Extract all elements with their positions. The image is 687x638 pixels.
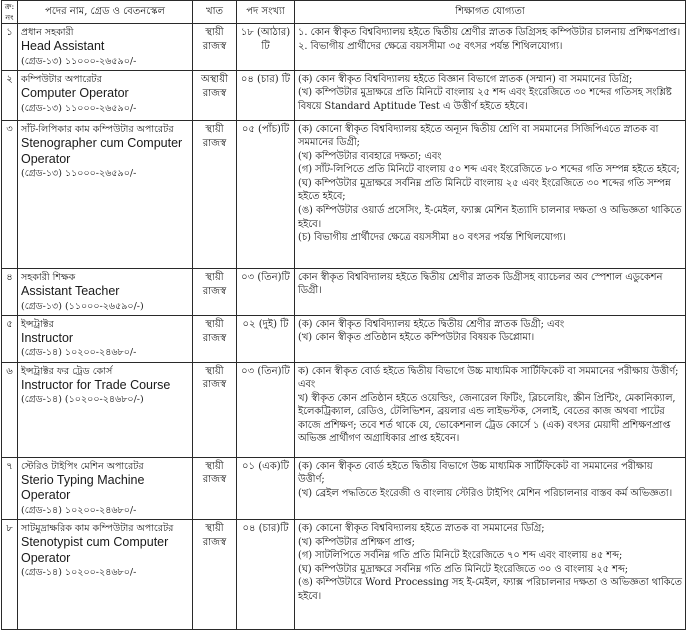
qualification-line: খ) স্বীকৃত কোন প্রতিষ্ঠান হইতে ওয়েল্ডিং, জেনারেল ফিটিং, ব্লিচলেয়িং, স্ক্রীন প্রিন্টিং, মেকানিক্যাল, ইলেকট্রিক্যাল, রেডিও, টেলিভিশন, ব্রয়লার এন্ড লাইভস্টক, সেলাই, বেতের কাজ অথবা পাটের কাজে প্রশিক্ষণ; তবে শর্ত থাকে যে, ভোকেশনাল ট্রেড কোর্সে ১ (এক) বৎসর মেয়াদী প্রশিক্ষণপ্রাপ্ত অভিজ্ঞ প্রার্থীগণ অগ্রাধিকার প্রাপ্ত হইবেন। — [298, 392, 676, 445]
table-row — [2, 315, 686, 362]
header-count: পদ সংখ্যা — [237, 1, 295, 24]
post-name-bangla: স্টেরিও টাইপিং মেশিন অপারেটর — [21, 460, 144, 472]
post-count-cell: ০৫ (পাঁচ)টি — [237, 120, 295, 268]
qualification-line: (খ) কম্পিউটার প্রশিক্ষণ প্রাপ্ত; — [298, 536, 415, 548]
qualification-line: কোন স্বীকৃত বিশ্ববিদ্যালয় হইতে দ্বিতীয় শ্রেণীর স্নাতক ডিগ্রীসহ ব্যাচেলর অব স্পেশাল এডুকেশন ডিগ্রী। — [298, 271, 663, 297]
table-row — [2, 24, 686, 71]
post-count-cell: ০৪ (চার)টি — [237, 520, 295, 630]
qualification-line: ১. কোন স্বীকৃত বিশ্ববিদ্যালয় হইতে দ্বিতীয় শ্রেণীর স্নাতক ডিগ্রিসহ কম্পিউটার চালনায় প্রশিক্ষণপ্রাপ্ত। — [298, 27, 681, 39]
row-serial: ৩ — [2, 120, 18, 268]
post-grade: (গ্রেড-১৩) ১১০০০-২৬৫৯০/- — [21, 168, 137, 180]
qualification-cell — [295, 268, 686, 315]
qualification-line: (ঘ) কম্পিউটার মুদ্রাক্ষরে সর্বনিম্ন গতি প্রতি মিনিটে ইংরেজিতে ৩০ ও বাংলায় ২৫ শব্দ; — [298, 563, 629, 575]
table-row — [2, 362, 686, 457]
qualification-line: (খ) কোন স্বীকৃত প্রতিষ্ঠান হইতে কম্পিউটার বিষয়ক ডিপ্লোমা। — [298, 332, 535, 344]
khat-cell: স্থায়ী রাজস্ব — [193, 362, 237, 457]
post-name-english: Instructor — [21, 330, 74, 345]
qualification-cell — [295, 520, 686, 630]
post-name-english: Head Assistant — [21, 39, 105, 54]
post-grade: (গ্রেড-১৪) (১০২০০-২৪৬৮০/-) — [21, 394, 144, 406]
qualification-cell — [295, 70, 686, 120]
qualification-line: (ক) কোনো স্বীকৃত বিশ্ববিদ্যালয় হইতে স্নাতক বা সমমানের ডিগ্রি; — [298, 523, 545, 535]
post-name-english: Stenographer cum Computer Operator — [21, 136, 183, 166]
table-row — [2, 457, 686, 519]
qualification-cell — [295, 315, 686, 362]
post-name-bangla: ইন্সট্রাক্টর — [21, 318, 54, 330]
qualification-cell — [295, 457, 686, 519]
row-serial: ২ — [2, 70, 18, 120]
post-grade: (গ্রেড-১৪) ১০২০০-২৪৬৮০/- — [21, 567, 137, 579]
post-name-bangla: ইন্সট্রাক্টর ফর ট্রেড কোর্স — [21, 365, 113, 377]
post-count-cell: ০২ (দুই) টি — [237, 315, 295, 362]
post-count-cell: ০৪ (চার) টি — [237, 70, 295, 120]
qualification-line: (ক) কোন স্বীকৃত বোর্ড হইতে দ্বিতীয় বিভাগে উচ্চ মাধ্যমিক সার্টিফিকেট বা সমমানের পরীক্ষায় উত্তীর্ণ; — [298, 460, 653, 486]
post-name-bangla: প্রধান সহকারী — [21, 27, 74, 39]
table-row — [2, 120, 686, 268]
post-name-bangla: সাটমুদ্রাক্ষরিক কাম কম্পিউটার অপারেটর — [21, 523, 174, 535]
qualification-line: (খ) কম্পিউটার ব্যবহারে দক্ষতা; এবং — [298, 150, 442, 162]
qualification-line: (ঘ) কম্পিউটার মুদ্রাক্ষরে সর্বনিম্ন প্রতি মিনিটে বাংলায় ২৫ এবং ইংরেজিতে ৩০ শব্দের গতি সম্পন্ন হইতে হইবে; — [298, 177, 671, 203]
khat-cell: স্থায়ী রাজস্ব — [193, 24, 237, 71]
post-grade: (গ্রেড-১৪) ১০২০০-২৪৬৮০/- — [21, 504, 137, 516]
post-name-english: Instructor for Trade Course — [21, 377, 171, 392]
post-grade: (গ্রেড-১৩) ১১০০০-২৬৫৯০/- — [21, 55, 137, 67]
header-qualification: শিক্ষাগত যোগ্যতা — [295, 1, 686, 24]
khat-cell: স্থায়ী রাজস্ব — [193, 315, 237, 362]
post-cell — [18, 268, 193, 315]
row-serial: ৫ — [2, 315, 18, 362]
post-cell — [18, 362, 193, 457]
table-row — [2, 520, 686, 630]
qualification-line: (খ) কম্পিউটার মুদ্রাক্ষরে প্রতি মিনিটে বাংলায় ২৫ শব্দ এবং ইংরেজিতে ৩০ শব্দের গতিসহ সংশ্লিষ্ট বিষয়ে Standard Aptitude Test এ উত্তীর্ণ হইতে হইবে। — [298, 87, 672, 112]
post-cell — [18, 24, 193, 71]
header-khat: খাত — [193, 1, 237, 24]
khat-cell: স্থায়ী রাজস্ব — [193, 120, 237, 268]
khat-cell: স্থায়ী রাজস্ব — [193, 520, 237, 630]
table-row — [2, 268, 686, 315]
qualification-line: ক) কোন স্বীকৃত বোর্ড হইতে দ্বিতীয় বিভাগে উচ্চ মাধ্যমিক সার্টিফিকেট বা সমমানের পরীক্ষায় উত্তীর্ণ; এবং — [298, 365, 679, 391]
qualification-line: (ক) কোন স্বীকৃত বিশ্ববিদ্যালয় হইতে বিজ্ঞান বিভাগে স্নাতক (সম্মান) বা সমমানের ডিগ্রি; — [298, 73, 633, 85]
post-count-cell: ১৮ (আঠার) টি — [237, 24, 295, 71]
qualification-cell — [295, 24, 686, 71]
row-serial: ৮ — [2, 520, 18, 630]
qualification-line: (ঙ) কম্পিউটার ওয়ার্ড প্রসেসিং, ই-মেইল, ফ্যাক্স মেশিন ইত্যাদি চালনার দক্ষতা ও অভিজ্ঞতা থাকিতে হইবে। — [298, 205, 682, 230]
qualification-cell — [295, 120, 686, 268]
post-count-cell: ০৩ (তিন)টি — [237, 362, 295, 457]
post-grade: (গ্রেড-১৪) ১০২০০-২৪৬৮০/- — [21, 347, 137, 359]
post-cell — [18, 520, 193, 630]
khat-cell: স্থায়ী রাজস্ব — [193, 268, 237, 315]
job-table — [1, 0, 686, 630]
qualification-cell — [295, 362, 686, 457]
qualification-line: ২. বিভাগীয় প্রার্থীদের ক্ষেত্রে বয়সসীমা ৩৫ বৎসর পর্যন্ত শিথিলযোগ্য। — [298, 40, 563, 52]
header-post: পদের নাম, গ্রেড ও বেতনস্কেল — [18, 1, 193, 24]
table-row — [2, 70, 686, 120]
qualification-line: (গ) সাটলিপিতে সর্বনিম্ন গতি প্রতি মিনিটে ইংরেজিতে ৭০ শব্দ এবং বাংলায় ৪৫ শব্দ; — [298, 550, 623, 562]
post-name-english: Sterio Typing Machine Operator — [21, 472, 145, 503]
post-cell — [18, 70, 193, 120]
post-grade: (গ্রেড-১৩) ১১০০০-২৬৫৯০/- — [21, 102, 137, 114]
qualification-line: (গ) সাঁট-লিপিতে প্রতি মিনিটে বাংলায় ৫০ শব্দ এবং ইংরেজিতে ৮০ শব্দের গতি সম্পন্ন হইতে হইবে; — [298, 164, 680, 176]
qualification-line: (খ) ব্রেইল পদ্ধতিতে ইংরেজী ও বাংলায় স্টেরিও টাইপিং মেশিন পরিচালনার বাস্তব কর্ম অভিজ্ঞতা। — [298, 487, 673, 499]
post-name-english: Stenotypist cum Computer Operator — [21, 535, 169, 565]
header-serial: ক্র: নং — [2, 1, 18, 24]
row-serial: ৭ — [2, 457, 18, 519]
post-name-english: Computer Operator — [21, 86, 129, 101]
post-count-cell: ০৩ (তিন)টি — [237, 268, 295, 315]
khat-cell: অস্থায়ী রাজস্ব — [193, 70, 237, 120]
post-name-bangla: সাঁট-লিপিকার কাম কম্পিউটার অপারেটর — [21, 123, 174, 135]
post-grade: (গ্রেড-১৩) (১১০০০-২৬৫৯০/-) — [21, 300, 144, 312]
row-serial: ১ — [2, 24, 18, 71]
qualification-line: (ক) কোনো স্বীকৃত বিশ্ববিদ্যালয় হইতে অন্যূন দ্বিতীয় শ্রেণি বা সমমানের সিজিপিএতে স্নাতক বা সমমানের ডিগ্রী; — [298, 123, 659, 149]
post-count-cell: ০১ (এক)টি — [237, 457, 295, 519]
post-name-bangla: সহকারী শিক্ষক — [21, 271, 76, 283]
row-serial: ৬ — [2, 362, 18, 457]
qualification-line: (চ) বিভাগীয় প্রার্থীদের ক্ষেত্রে বয়সসীমা ৪০ বৎসর পর্যন্ত শিথিলযোগ্য। — [298, 232, 566, 244]
header-row — [2, 1, 686, 24]
post-name-english: Assistant Teacher — [21, 284, 120, 299]
khat-cell: স্থায়ী রাজস্ব — [193, 457, 237, 519]
post-cell — [18, 457, 193, 519]
post-cell — [18, 120, 193, 268]
row-serial: ৪ — [2, 268, 18, 315]
qualification-line: (ক) কোন স্বীকৃত বিশ্ববিদ্যালয় হইতে দ্বিতীয় শ্রেণীর স্নাতক ডিগ্রী; এবং — [298, 318, 565, 330]
qualification-line: (ঙ) কম্পিউটারে Word Processing সহ ই-মেইল, ফ্যাক্স পরিচালনার দক্ষতা ও অভিজ্ঞতা থাকিতে হইবে। — [298, 577, 682, 602]
post-name-bangla: কম্পিউটার অপারেটর — [21, 73, 102, 85]
post-cell — [18, 315, 193, 362]
